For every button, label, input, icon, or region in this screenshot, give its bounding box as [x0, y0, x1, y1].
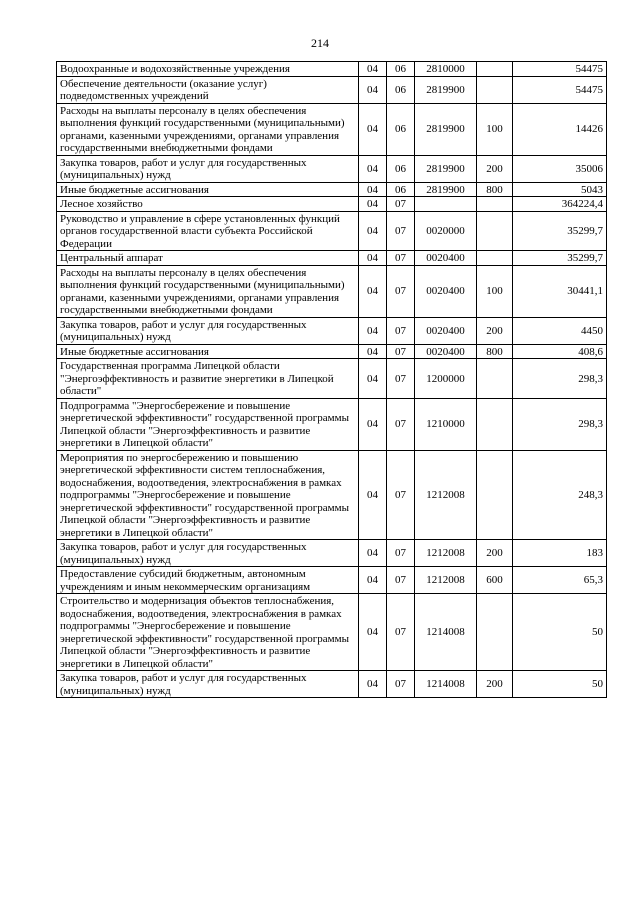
row-amount-cell: 14426: [513, 103, 607, 155]
row-section-cell: 04: [359, 359, 387, 399]
row-section-cell: 04: [359, 197, 387, 212]
row-subsection-cell: 07: [387, 265, 415, 317]
row-amount-cell: 54475: [513, 76, 607, 103]
row-section-cell: 04: [359, 62, 387, 77]
row-expense-type-cell: [477, 594, 513, 671]
row-section-cell: 04: [359, 671, 387, 698]
row-subsection-cell: 07: [387, 398, 415, 450]
row-subsection-cell: 07: [387, 567, 415, 594]
row-target-article-cell: 1214008: [415, 594, 477, 671]
table-row: [57, 594, 607, 671]
row-subsection-cell: 06: [387, 182, 415, 197]
table-row: [57, 182, 607, 197]
row-section-cell: 04: [359, 398, 387, 450]
row-target-article-cell: 2819900: [415, 76, 477, 103]
row-name-cell: Водоохранные и водохозяйственные учреждения: [57, 62, 359, 77]
table-row: [57, 317, 607, 344]
row-target-article-cell: 1212008: [415, 567, 477, 594]
row-subsection-cell: 07: [387, 317, 415, 344]
row-expense-type-cell: 100: [477, 265, 513, 317]
row-amount-cell: 50: [513, 594, 607, 671]
row-section-cell: 04: [359, 317, 387, 344]
row-name-cell: Государственная программа Липецкой области "Энергоэффективность и развитие энергетики в Липецкой области": [57, 359, 359, 399]
row-name-cell: Закупка товаров, работ и услуг для государственных (муниципальных) нужд: [57, 671, 359, 698]
table-row: [57, 344, 607, 359]
row-name-cell: Расходы на выплаты персоналу в целях обеспечения выполнения функций государственными (муниципальными) органами, казенными учреждениями, органами управления государственными внебюджетными фондами: [57, 103, 359, 155]
page-number: 214: [311, 36, 329, 50]
row-amount-cell: 35299,7: [513, 251, 607, 266]
row-expense-type-cell: [477, 197, 513, 212]
row-name-cell: Иные бюджетные ассигнования: [57, 344, 359, 359]
row-subsection-cell: 07: [387, 450, 415, 540]
row-subsection-cell: 07: [387, 671, 415, 698]
row-name-cell: Предоставление субсидий бюджетным, автономным учреждениям и иным некоммерческим организациям: [57, 567, 359, 594]
row-name-cell: Иные бюджетные ассигнования: [57, 182, 359, 197]
row-section-cell: 04: [359, 155, 387, 182]
row-subsection-cell: 07: [387, 251, 415, 266]
row-expense-type-cell: 100: [477, 103, 513, 155]
row-subsection-cell: 07: [387, 211, 415, 251]
row-expense-type-cell: 200: [477, 317, 513, 344]
table-row: [57, 211, 607, 251]
row-name-cell: Закупка товаров, работ и услуг для государственных (муниципальных) нужд: [57, 155, 359, 182]
row-expense-type-cell: [477, 359, 513, 399]
row-expense-type-cell: 800: [477, 182, 513, 197]
row-amount-cell: 364224,4: [513, 197, 607, 212]
row-name-cell: Закупка товаров, работ и услуг для государственных (муниципальных) нужд: [57, 540, 359, 567]
row-subsection-cell: 06: [387, 76, 415, 103]
row-subsection-cell: 06: [387, 62, 415, 77]
row-subsection-cell: 07: [387, 540, 415, 567]
row-amount-cell: 35006: [513, 155, 607, 182]
row-target-article-cell: 1210000: [415, 398, 477, 450]
row-amount-cell: 298,3: [513, 359, 607, 399]
row-expense-type-cell: 200: [477, 671, 513, 698]
row-section-cell: 04: [359, 251, 387, 266]
row-name-cell: Лесное хозяйство: [57, 197, 359, 212]
row-expense-type-cell: [477, 450, 513, 540]
row-target-article-cell: 0020000: [415, 211, 477, 251]
row-section-cell: 04: [359, 567, 387, 594]
row-amount-cell: 54475: [513, 62, 607, 77]
table-row: [57, 540, 607, 567]
row-target-article-cell: 2819900: [415, 182, 477, 197]
row-name-cell: Подпрограмма "Энергосбережение и повышение энергетической эффективности" государственной программы Липецкой области "Энергоэффективность и развитие энергетики в Липецкой области": [57, 398, 359, 450]
table-row: [57, 265, 607, 317]
row-target-article-cell: 0020400: [415, 317, 477, 344]
row-amount-cell: 408,6: [513, 344, 607, 359]
table-row: [57, 76, 607, 103]
row-section-cell: 04: [359, 344, 387, 359]
row-name-cell: Строительство и модернизация объектов теплоснабжения, водоснабжения, водоотведения, электроснабжения в рамках подпрограммы "Энергосбережение и повышение энергетической эффективности" государственной программы Липецкой области "Энергоэффективность и развитие энергетики в Липецкой области": [57, 594, 359, 671]
row-expense-type-cell: 800: [477, 344, 513, 359]
row-expense-type-cell: 600: [477, 567, 513, 594]
row-subsection-cell: 07: [387, 594, 415, 671]
row-name-cell: Расходы на выплаты персоналу в целях обеспечения выполнения функций государственными (муниципальными) органами, казенными учреждениями, органами управления государственными внебюджетными фондами: [57, 265, 359, 317]
table-row: [57, 450, 607, 540]
row-amount-cell: 5043: [513, 182, 607, 197]
row-target-article-cell: 0020400: [415, 265, 477, 317]
row-name-cell: Обеспечение деятельности (оказание услуг) подведомственных учреждений: [57, 76, 359, 103]
row-target-article-cell: 1212008: [415, 540, 477, 567]
row-section-cell: 04: [359, 450, 387, 540]
table-row: [57, 103, 607, 155]
row-section-cell: 04: [359, 265, 387, 317]
row-amount-cell: 30441,1: [513, 265, 607, 317]
row-target-article-cell: 0020400: [415, 344, 477, 359]
row-name-cell: Закупка товаров, работ и услуг для государственных (муниципальных) нужд: [57, 317, 359, 344]
table-row: [57, 197, 607, 212]
budget-table: [56, 61, 607, 698]
row-target-article-cell: 1200000: [415, 359, 477, 399]
table-row: [57, 567, 607, 594]
row-subsection-cell: 07: [387, 197, 415, 212]
row-target-article-cell: 0020400: [415, 251, 477, 266]
table-row: [57, 671, 607, 698]
row-section-cell: 04: [359, 211, 387, 251]
table-row: [57, 359, 607, 399]
budget-table-body: [57, 62, 607, 698]
row-amount-cell: 298,3: [513, 398, 607, 450]
row-target-article-cell: 2819900: [415, 155, 477, 182]
row-expense-type-cell: [477, 76, 513, 103]
row-section-cell: 04: [359, 540, 387, 567]
row-target-article-cell: 1212008: [415, 450, 477, 540]
row-section-cell: 04: [359, 103, 387, 155]
row-amount-cell: 4450: [513, 317, 607, 344]
row-target-article-cell: 2819900: [415, 103, 477, 155]
row-expense-type-cell: 200: [477, 155, 513, 182]
row-expense-type-cell: [477, 62, 513, 77]
row-section-cell: 04: [359, 182, 387, 197]
row-amount-cell: 183: [513, 540, 607, 567]
row-amount-cell: 65,3: [513, 567, 607, 594]
row-subsection-cell: 07: [387, 344, 415, 359]
row-target-article-cell: 1214008: [415, 671, 477, 698]
row-amount-cell: 50: [513, 671, 607, 698]
row-subsection-cell: 07: [387, 359, 415, 399]
row-subsection-cell: 06: [387, 103, 415, 155]
row-expense-type-cell: [477, 398, 513, 450]
row-subsection-cell: 06: [387, 155, 415, 182]
row-name-cell: Руководство и управление в сфере установленных функций органов государственной власти субъекта Российской Федерации: [57, 211, 359, 251]
row-name-cell: Мероприятия по энергосбережению и повышению энергетической эффективности систем теплоснабжения, водоснабжения, водоотведения, электроснабжения в рамках подпрограммы "Энергосбережение и повышение энергетической эффективности" государственной программы Липецкой области "Энергоэффективность и развитие энергетики в Липецкой области": [57, 450, 359, 540]
table-row: [57, 62, 607, 77]
row-expense-type-cell: [477, 251, 513, 266]
row-expense-type-cell: [477, 211, 513, 251]
table-row: [57, 251, 607, 266]
row-section-cell: 04: [359, 594, 387, 671]
table-row: [57, 398, 607, 450]
row-target-article-cell: [415, 197, 477, 212]
row-target-article-cell: 2810000: [415, 62, 477, 77]
row-amount-cell: 35299,7: [513, 211, 607, 251]
row-name-cell: Центральный аппарат: [57, 251, 359, 266]
table-row: [57, 155, 607, 182]
row-expense-type-cell: 200: [477, 540, 513, 567]
row-section-cell: 04: [359, 76, 387, 103]
row-amount-cell: 248,3: [513, 450, 607, 540]
